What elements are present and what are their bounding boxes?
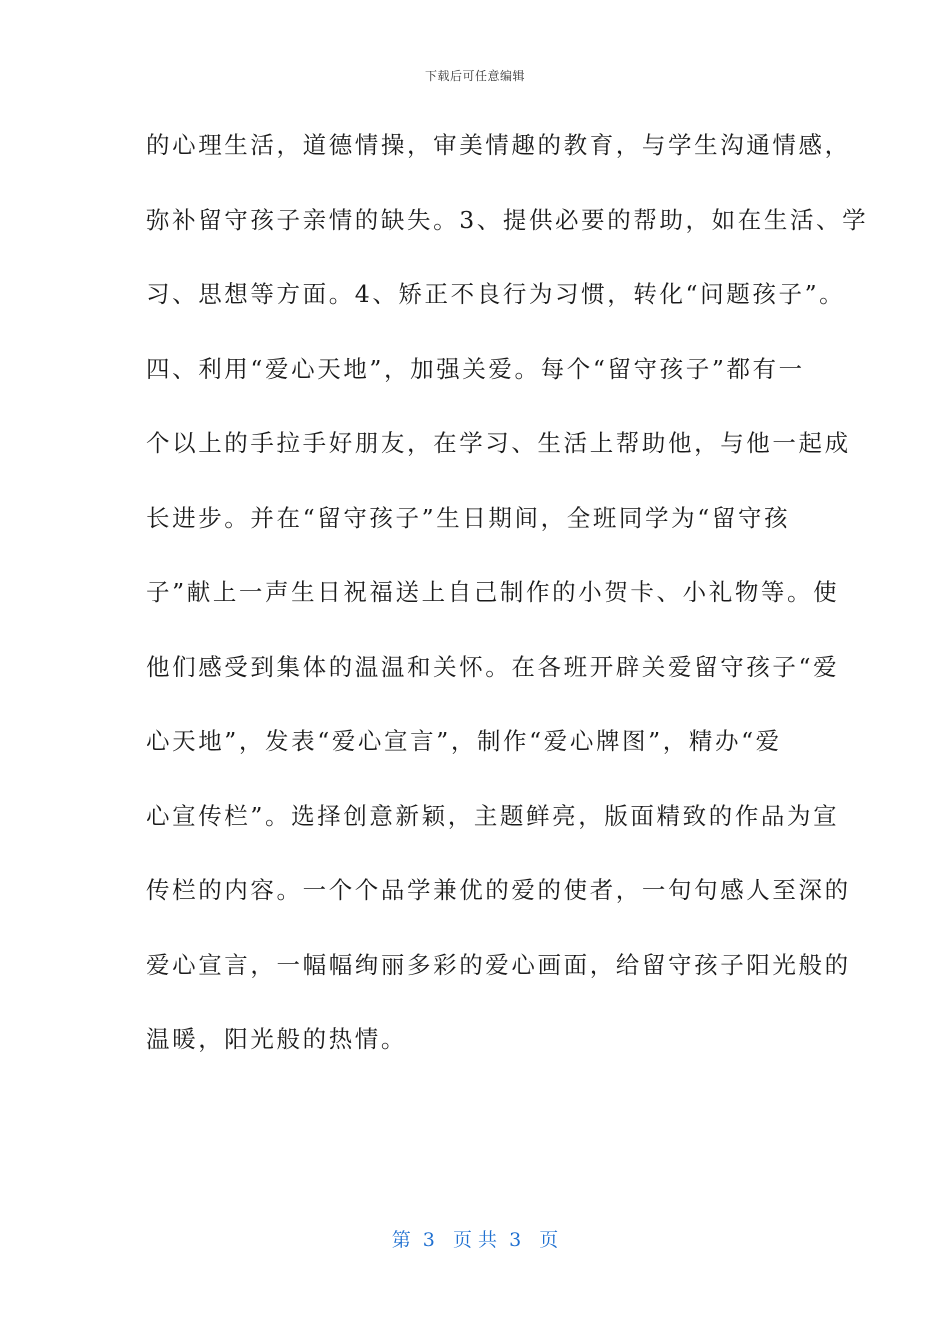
body-line: 爱心宣言，一幅幅绚丽多彩的爱心画面，给留守孩子阳光般的: [146, 950, 851, 979]
body-line: 心天地”，发表“爱心宣言”，制作“爱心牌图”，精办“爱: [146, 727, 782, 755]
body-line: 的心理生活，道德情操，审美情趣的教育，与学生沟通情感，: [146, 131, 851, 159]
body-line: 四、利用“爱心天地”，加强关爱。每个“留守孩子”都有一: [146, 354, 805, 383]
body-line: 温暖，阳光般的热情。: [146, 1025, 407, 1053]
body-line: 弥补留守孩子亲情的缺失。3、提供必要的帮助，如在生活、学: [146, 205, 869, 234]
body-line: 他们感受到集体的温温和关怀。在各班开辟关爱留守孩子“爱: [146, 652, 840, 681]
page-number-footer: 第 3 页 共 3 页: [391, 1229, 559, 1251]
body-line: 心宣传栏”。选择创意新颖，主题鲜亮，版面精致的作品为宣: [146, 801, 840, 830]
page-header-note: 下载后可任意编辑: [424, 69, 525, 83]
body-line: 习、思想等方面。4、矫正不良行为习惯，转化“问题孩子”。: [146, 280, 846, 308]
body-line: 个以上的手拉手好朋友，在学习、生活上帮助他，与他一起成: [146, 429, 851, 457]
document-body: [146, 125, 869, 1094]
body-line: 子”献上一声生日祝福送上自己制作的小贺卡、小礼物等。使: [146, 578, 840, 606]
body-line: 长进步。并在“留守孩子”生日期间，全班同学为“留守孩: [146, 503, 791, 532]
body-line: 传栏的内容。一个个品学兼优的爱的使者，一句句感人至深的: [146, 876, 851, 904]
